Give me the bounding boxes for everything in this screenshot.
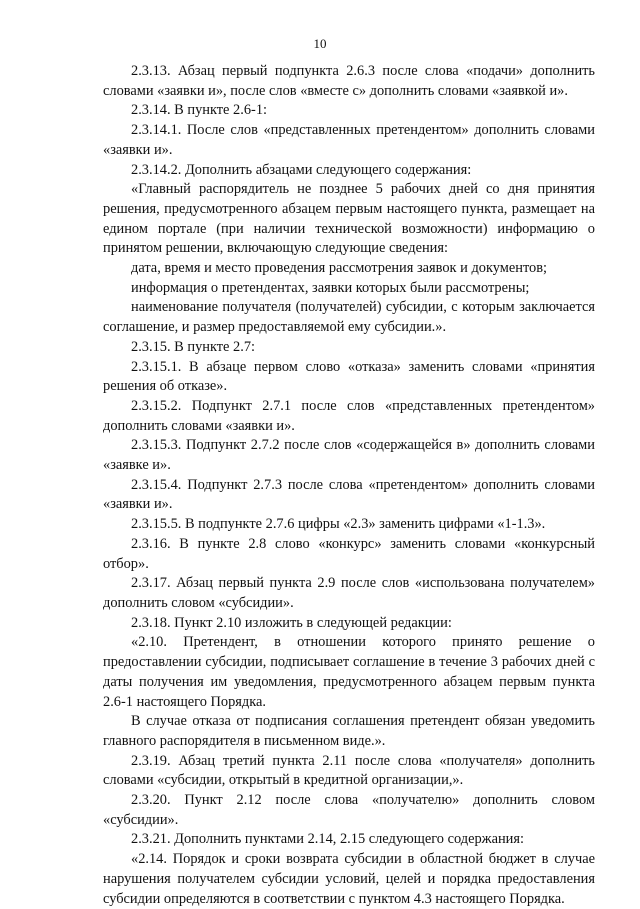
paragraph: 2.3.14.1. После слов «представленных претендентом» дополнить словами «заявки и».	[103, 122, 595, 158]
document-body	[103, 62, 595, 909]
paragraph: 2.3.13. Абзац первый подпункта 2.6.3 после слова «подачи» дополнить словами «заявки и», после слов «вместе с» дополнить словами «заявкой и».	[103, 63, 595, 99]
paragraph: 2.3.15. В пункте 2.7:	[131, 338, 256, 355]
paragraph: наименование получателя (получателей) субсидии, с которым заключается соглашение, и размер предоставляемой ему субсидии.».	[103, 299, 595, 336]
paragraph: дата, время и место проведения рассмотрения заявок и документов;	[131, 260, 548, 277]
paragraph: 2.3.15.3. Подпункт 2.7.2 после слов «содержащейся в» дополнить словами «заявке и».	[103, 437, 595, 474]
paragraph: 2.3.20. Пункт 2.12 после слова «получателю» дополнить словом «субсидии».	[103, 792, 595, 828]
paragraph: «Главный распорядитель не позднее 5 рабочих дней со дня принятия решения, предусмотренного абзацем первым настоящего пункта, размещает на едином портале (при наличии технической возможности) информацию о принятом решении, включающую следующие сведения:	[103, 181, 595, 257]
paragraph: 2.3.15.5. В подпункте 2.7.6 цифры «2.3» заменить цифрами «1-1.3».	[131, 516, 546, 533]
paragraph: 2.3.19. Абзац третий пункта 2.11 после слова «получателя» дополнить словами «субсидии, открытый в кредитной организации,».	[103, 752, 595, 789]
paragraph: 2.3.18. Пункт 2.10 изложить в следующей редакции:	[131, 614, 452, 631]
page-number: 10	[313, 36, 327, 51]
paragraph: 2.3.17. Абзац первый пункта 2.9 после слов «использована получателем» дополнить словом «субсидии».	[103, 575, 595, 611]
paragraph: 2.3.15.4. Подпункт 2.7.3 после слова «претендентом» дополнить словами «заявки и».	[103, 476, 595, 513]
paragraph: 2.3.21. Дополнить пунктами 2.14, 2.15 следующего содержания:	[131, 831, 525, 848]
paragraph: «2.10. Претендент, в отношении которого принято решение о предоставлении субсидии, подписывает соглашение в течение 3 рабочих дней с даты получения им уведомления, предусмотренного абзацем первым пункта 2.6-1 настоящего Порядка.	[103, 634, 595, 710]
paragraph: информация о претендентах, заявки которых были рассмотрены;	[131, 279, 530, 296]
paragraph: 2.3.16. В пункте 2.8 слово «конкурс» заменить словами «конкурсный отбор».	[103, 535, 595, 572]
paragraph: «2.14. Порядок и сроки возврата субсидии в областной бюджет в случае нарушения получателем субсидии условий, целей и порядка предоставления субсидии определяются в соответствии с пунктом 4.3 настоящего Порядка.	[103, 851, 595, 907]
paragraph: 2.3.14. В пункте 2.6-1:	[131, 102, 268, 119]
paragraph: 2.3.14.2. Дополнить абзацами следующего содержания:	[131, 161, 472, 178]
paragraph: 2.3.15.2. Подпункт 2.7.1 после слов «представленных претендентом» дополнить словами «заявки и».	[103, 397, 595, 434]
paragraph: 2.3.15.1. В абзаце первом слово «отказа» заменить словами «принятия решения об отказе».	[103, 358, 595, 395]
paragraph: В случае отказа от подписания соглашения претендент обязан уведомить главного распорядителя в письменном виде.».	[103, 713, 595, 749]
